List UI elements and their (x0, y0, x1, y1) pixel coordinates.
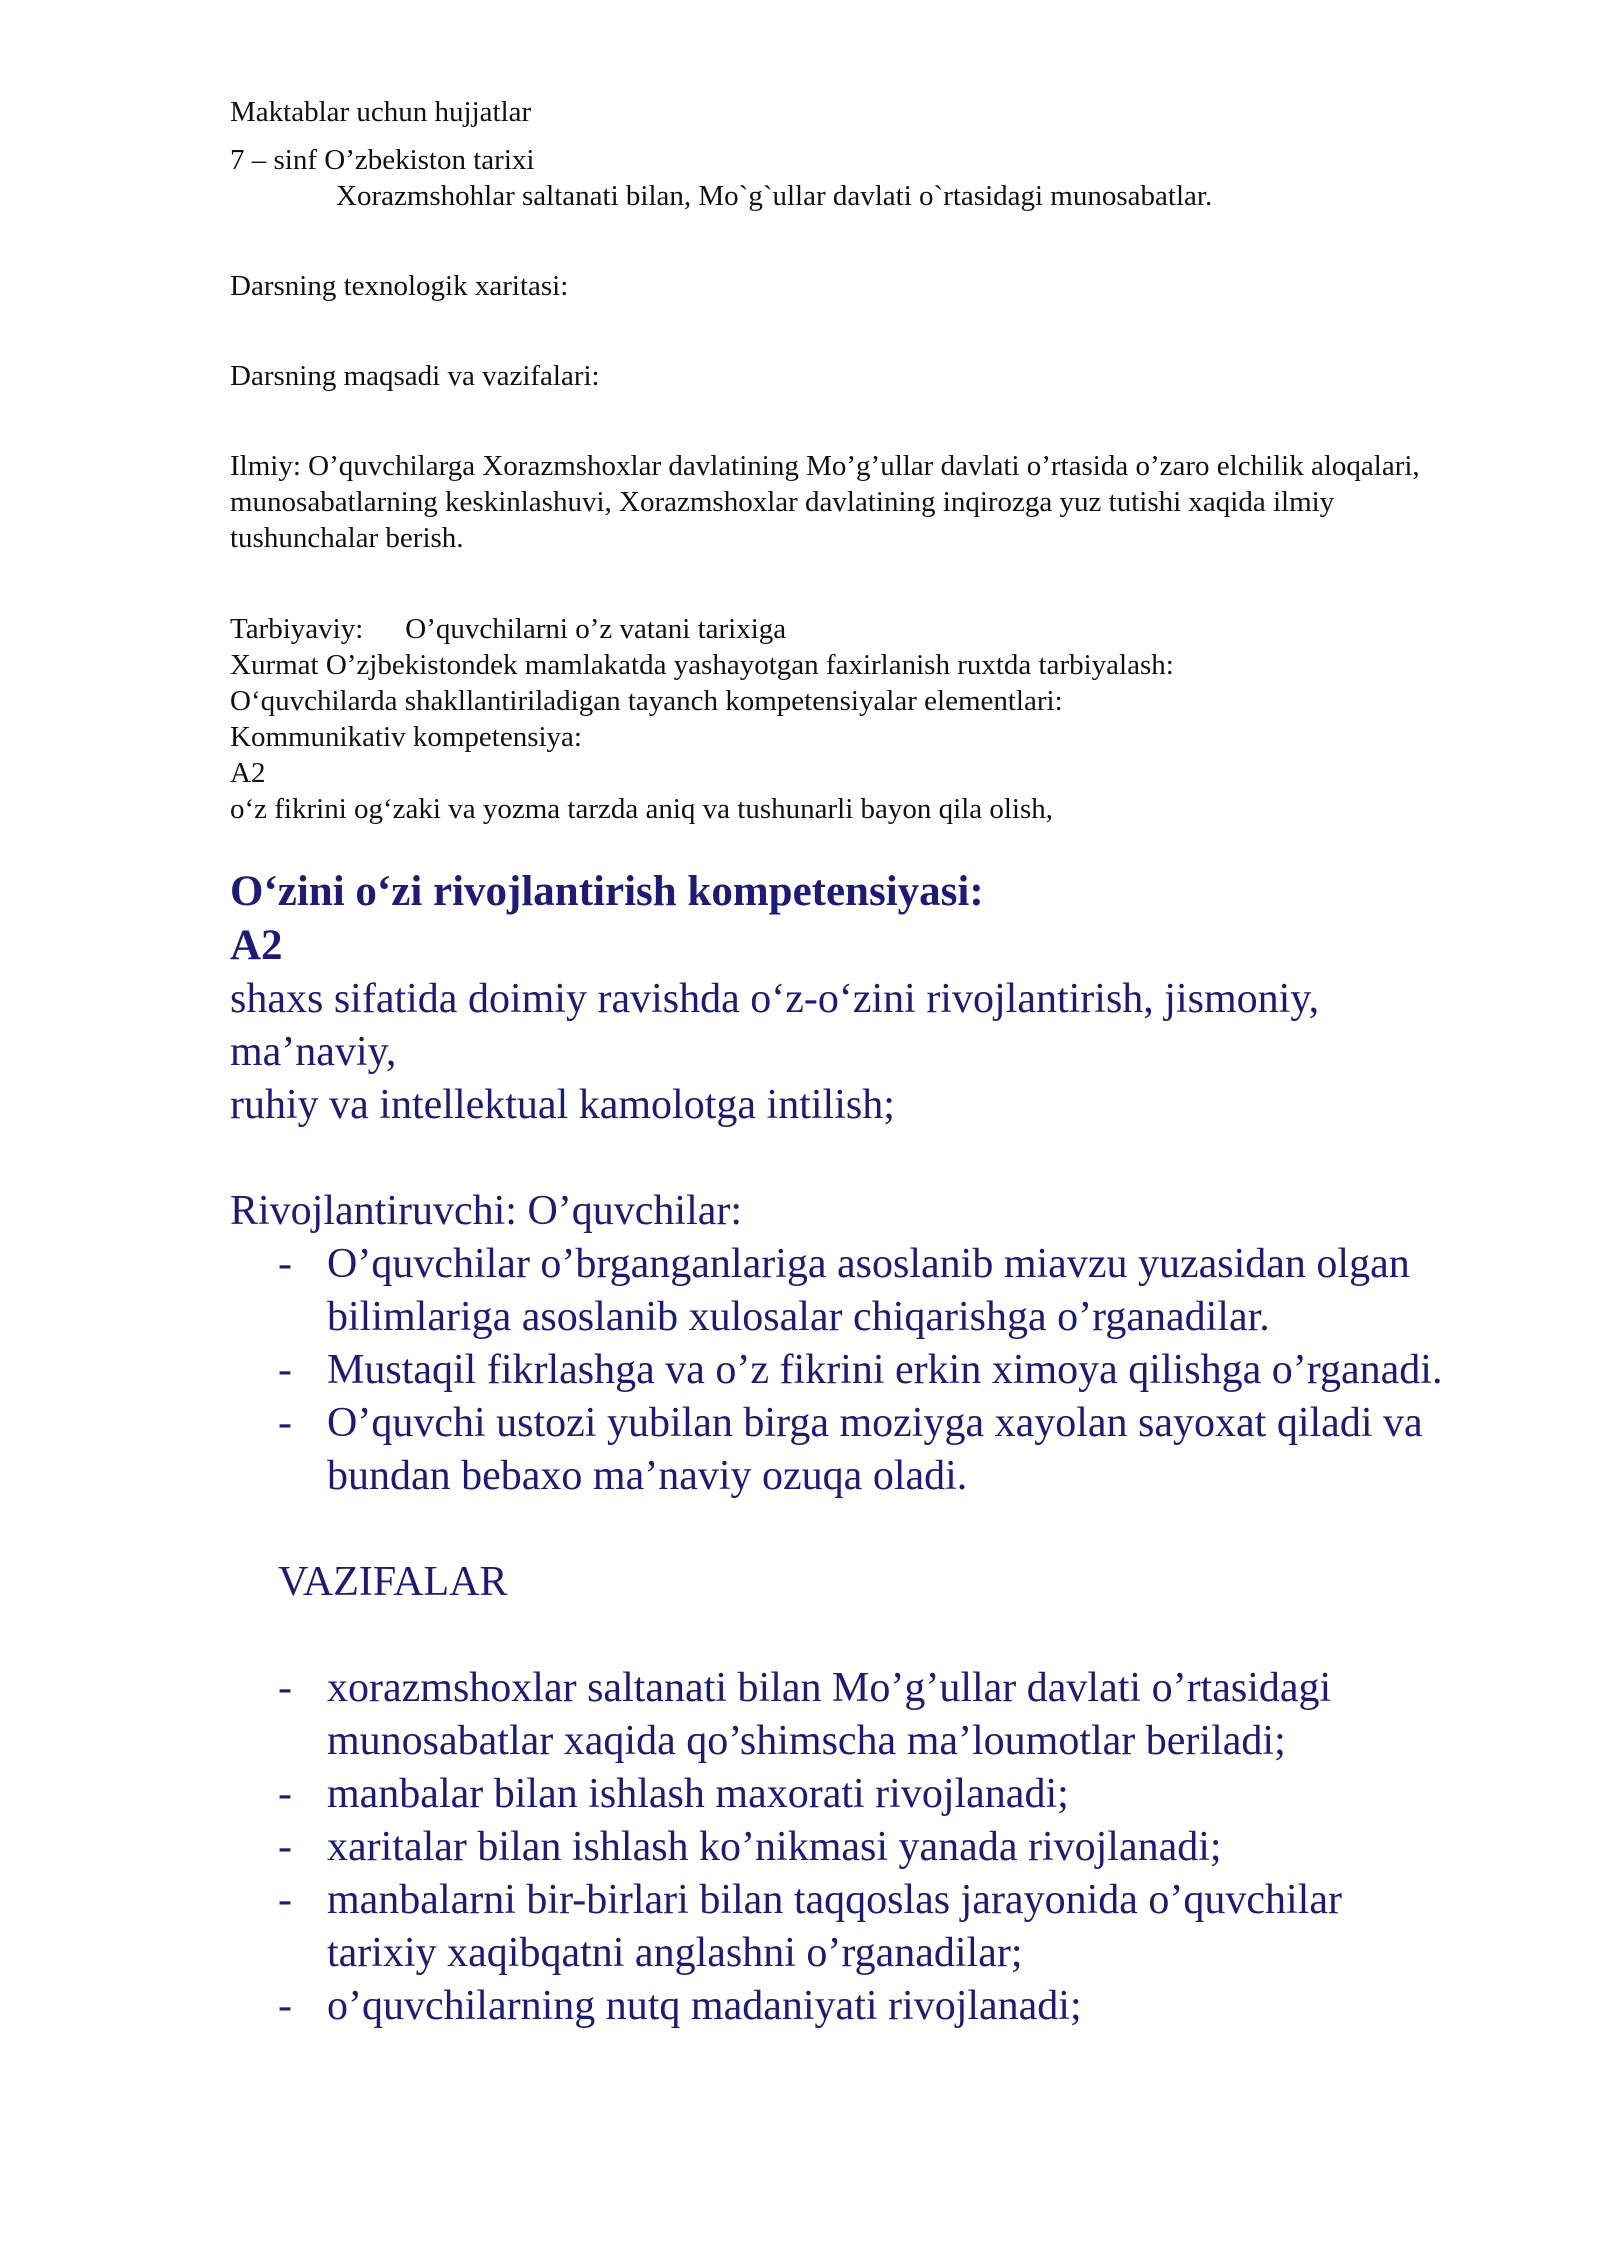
kommunikativ-description: o‘z fikrini og‘zaki va yozma tarzda aniq va tushunarli bayon qila olish, (230, 793, 1054, 825)
dash-marker: - (278, 1771, 292, 1817)
dash-marker: - (278, 1347, 292, 1393)
self-dev-line-3: ruhiy va intellektual kamolotga intilish; (230, 1082, 895, 1128)
kompetensiya-intro: O‘quvchilarda shakllantiriladigan tayanch kompetensiyalar elementlari: (230, 685, 1063, 717)
rivojlantiruvchi-heading: Rivojlantiruvchi: O’quvchilar: (230, 1188, 743, 1234)
document-body (230, 94, 1510, 2033)
dash-marker: - (278, 1824, 292, 1870)
tarbiyaviy-label: Tarbiyaviy: (230, 613, 364, 645)
grade-subject: 7 – sinf O’zbekiston tarixi (230, 144, 535, 176)
dash-marker: - (278, 1983, 292, 2029)
rivojlantiruvchi-list (230, 1238, 1500, 1503)
self-dev-line-2: ma’naviy, (230, 1029, 397, 1075)
lesson-topic: Xorazmshohlar saltanati bilan, Mo`g`ullar davlati o`rtasidagi munosabatlar. (336, 180, 1213, 212)
list-item: - manbalarni bir-birlari bilan taqqoslas jarayonida o’quvchilar tarixiy xaqibqatni anglashni o’rganadilar; (230, 1874, 1430, 1980)
list-item: - O’quvchi ustozi yubilan birga moziyga xayolan sayoxat qiladi va bundan bebaxo ma’naviy ozuqa oladi. (230, 1397, 1500, 1503)
list-item: - o’quvchilarning nutq madaniyati rivojlanadi; (230, 1980, 1430, 2033)
document-source: Maktablar uchun hujjatlar (230, 96, 532, 128)
kommunikativ-level: A2 (230, 757, 266, 789)
list-item: - xaritalar bilan ishlash ko’nikmasi yanada rivojlanadi; (230, 1821, 1430, 1874)
tarbiyaviy-text: O’quvchilarni o’z vatani tarixiga (405, 613, 787, 645)
list-item: - xorazmshoxlar saltanati bilan Mo’g’ullar davlati o’rtasidagi munosabatlar xaqida qo’shimscha ma’loumotlar beriladi; (230, 1662, 1430, 1768)
vazifalar-heading: VAZIFALAR (278, 1559, 508, 1605)
tech-map-heading: Darsning texnologik xaritasi: (230, 270, 569, 302)
kommunikativ-heading: Kommunikativ kompetensiya: (230, 721, 582, 753)
ilmiy-paragraph: Ilmiy: O’quvchilarga Xorazmshoxlar davlatining Mo’g’ullar davlati o’rtasida o’zaro elchilik aloqalari, munosabatlarning keskinlashuvi, Xorazmshoxlar davlatining inqirozga yuz tutishi xaqida ilmiy tushunchalar berish. (230, 450, 1420, 554)
dash-marker: - (278, 1241, 292, 1287)
list-item: - manbalar bilan ishlash maxorati rivojlanadi; (230, 1768, 1430, 1821)
list-item: - O’quvchilar o’brganganlariga asoslanib miavzu yuzasidan olgan bilimlariga asoslanib xulosalar chiqarishga o’rganadilar. (230, 1238, 1500, 1344)
dash-marker: - (278, 1877, 292, 1923)
dash-marker: - (278, 1665, 292, 1711)
self-dev-title: O‘zini o‘zi rivojlantirish kompetensiyasi: (230, 868, 984, 915)
self-dev-line-1: shaxs sifatida doimiy ravishda o‘z-o‘zini rivojlantirish, jismoniy, (230, 976, 1320, 1022)
dash-marker: - (278, 1400, 292, 1446)
self-dev-level: A2 (230, 922, 283, 969)
tarbiyaviy-line (230, 611, 1510, 647)
list-item: - Mustaqil fikrlashga va o’z fikrini erkin ximoya qilishga o’rganadi. (230, 1344, 1500, 1397)
vazifalar-list (230, 1662, 1430, 2033)
goals-heading: Darsning maqsadi va vazifalari: (230, 360, 600, 392)
xurmat-line: Xurmat O’zjbekistondek mamlakatda yashayotgan faxirlanish ruxtda tarbiyalash: (230, 649, 1174, 681)
